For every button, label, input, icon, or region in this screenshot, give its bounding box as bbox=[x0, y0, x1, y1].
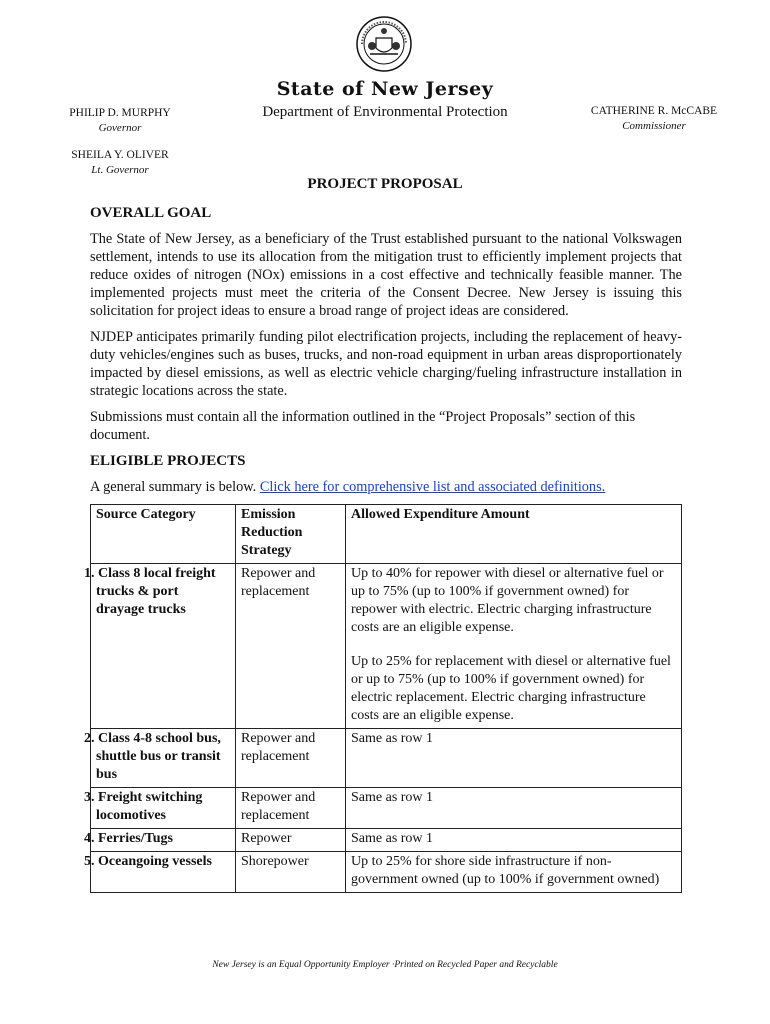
page-footer: New Jersey is an Equal Opportunity Employer ·Printed on Recycled Paper and Recyclable bbox=[212, 960, 558, 970]
source-category-cell: 3. Freight switching locomotives bbox=[91, 788, 236, 829]
state-seal-icon bbox=[356, 16, 412, 72]
source-category-cell: 4. Ferries/Tugs bbox=[91, 829, 236, 852]
expenditure-text: Up to 25% for replacement with diesel or alternative fuel or up to 75% (up to 100% if government owned) for electric replacement. Electric charging infrastructure costs are an eligible expense. bbox=[351, 654, 671, 723]
commissioner-title: Commissioner bbox=[622, 120, 686, 132]
definitions-link[interactable]: Click here for comprehensive list and associated definitions. bbox=[259, 479, 606, 495]
goal-paragraph-2: NJDEP anticipates primarily funding pilot electrification projects, including the replacement of heavy-duty vehicles/engines such as buses, trucks, and non-road equipment in urban areas disproportionately impacted by diesel emissions, as well as electric vehicle charging/fueling infrastructure installation in strategic locations across the state. bbox=[90, 329, 682, 399]
state-name: State of New Jersey bbox=[276, 78, 494, 100]
goal-paragraph-1: The State of New Jersey, as a beneficiary of the Trust established pursuant to the national Volkswagen settlement, intends to use its allocation from the mitigation trust to efficiently implement projects that reduce oxides of nitrogen (NOx) emissions in a cost effective and technically feasible manner. The implemented projects must meet the criteria of the Consent Decree. New Jersey is issuing this solicitation for project ideas to ensure a broad range of project ideas are considered. bbox=[90, 231, 682, 319]
table-header-row bbox=[91, 505, 682, 564]
table-row bbox=[91, 829, 682, 852]
eligible-projects-table bbox=[84, 504, 682, 893]
table-row bbox=[91, 788, 682, 829]
governor-title: Governor bbox=[98, 122, 142, 134]
eligible-projects-heading: ELIGIBLE PROJECTS bbox=[90, 453, 246, 469]
expenditure-text: Same as row 1 bbox=[351, 790, 434, 805]
governor-name: PHILIP D. MURPHY bbox=[69, 107, 171, 119]
strategy-cell: Repower and replacement bbox=[236, 788, 346, 829]
strategy-cell: Repower bbox=[236, 829, 346, 852]
commissioner-block bbox=[584, 104, 724, 134]
department-name: Department of Environmental Protection bbox=[262, 104, 508, 120]
table-row bbox=[91, 729, 682, 788]
expenditure-text: Up to 25% for shore side infrastructure if non-government owned (up to 100% if government owned) bbox=[351, 854, 660, 887]
header-expenditure: Allowed Expenditure Amount bbox=[346, 505, 682, 564]
strategy-cell: Repower and replacement bbox=[236, 729, 346, 788]
eligible-intro bbox=[90, 478, 682, 496]
expenditure-text: Same as row 1 bbox=[351, 831, 434, 846]
eligible-intro-text: A general summary is below. bbox=[90, 479, 257, 495]
lt-governor-title: Lt. Governor bbox=[91, 164, 149, 176]
table-row bbox=[91, 852, 682, 893]
goal-paragraph-3: Submissions must contain all the information outlined in the “Project Proposals” section of this document. bbox=[90, 409, 636, 443]
expenditure-cell bbox=[346, 729, 682, 788]
header-strategy: Emission Reduction Strategy bbox=[236, 505, 346, 564]
commissioner-name: CATHERINE R. McCABE bbox=[590, 105, 718, 117]
table-row bbox=[91, 564, 682, 729]
expenditure-cell bbox=[346, 788, 682, 829]
expenditure-cell bbox=[346, 829, 682, 852]
expenditure-text: Same as row 1 bbox=[351, 731, 434, 746]
lt-governor-block bbox=[62, 148, 178, 178]
source-category-cell: 5. Oceangoing vessels bbox=[91, 852, 236, 893]
page-title: PROJECT PROPOSAL bbox=[307, 176, 463, 192]
strategy-cell: Repower and replacement bbox=[236, 564, 346, 729]
source-category-cell: 1. Class 8 local freight trucks & port drayage trucks bbox=[91, 564, 236, 729]
expenditure-text: Up to 40% for repower with diesel or alternative fuel or up to 75% (up to 100% if government owned) for repower with electric. Electric charging infrastructure costs are an eligible expense. bbox=[351, 566, 664, 635]
governor-block bbox=[62, 106, 178, 136]
expenditure-cell bbox=[346, 852, 682, 893]
overall-goal-heading: OVERALL GOAL bbox=[90, 205, 212, 221]
strategy-cell: Shorepower bbox=[236, 852, 346, 893]
document-body bbox=[84, 204, 682, 893]
source-category-cell: 2. Class 4-8 school bus, shuttle bus or transit bus bbox=[91, 729, 236, 788]
expenditure-cell bbox=[346, 564, 682, 729]
lt-governor-name: SHEILA Y. OLIVER bbox=[71, 149, 169, 161]
header-source-category: Source Category bbox=[91, 505, 236, 564]
